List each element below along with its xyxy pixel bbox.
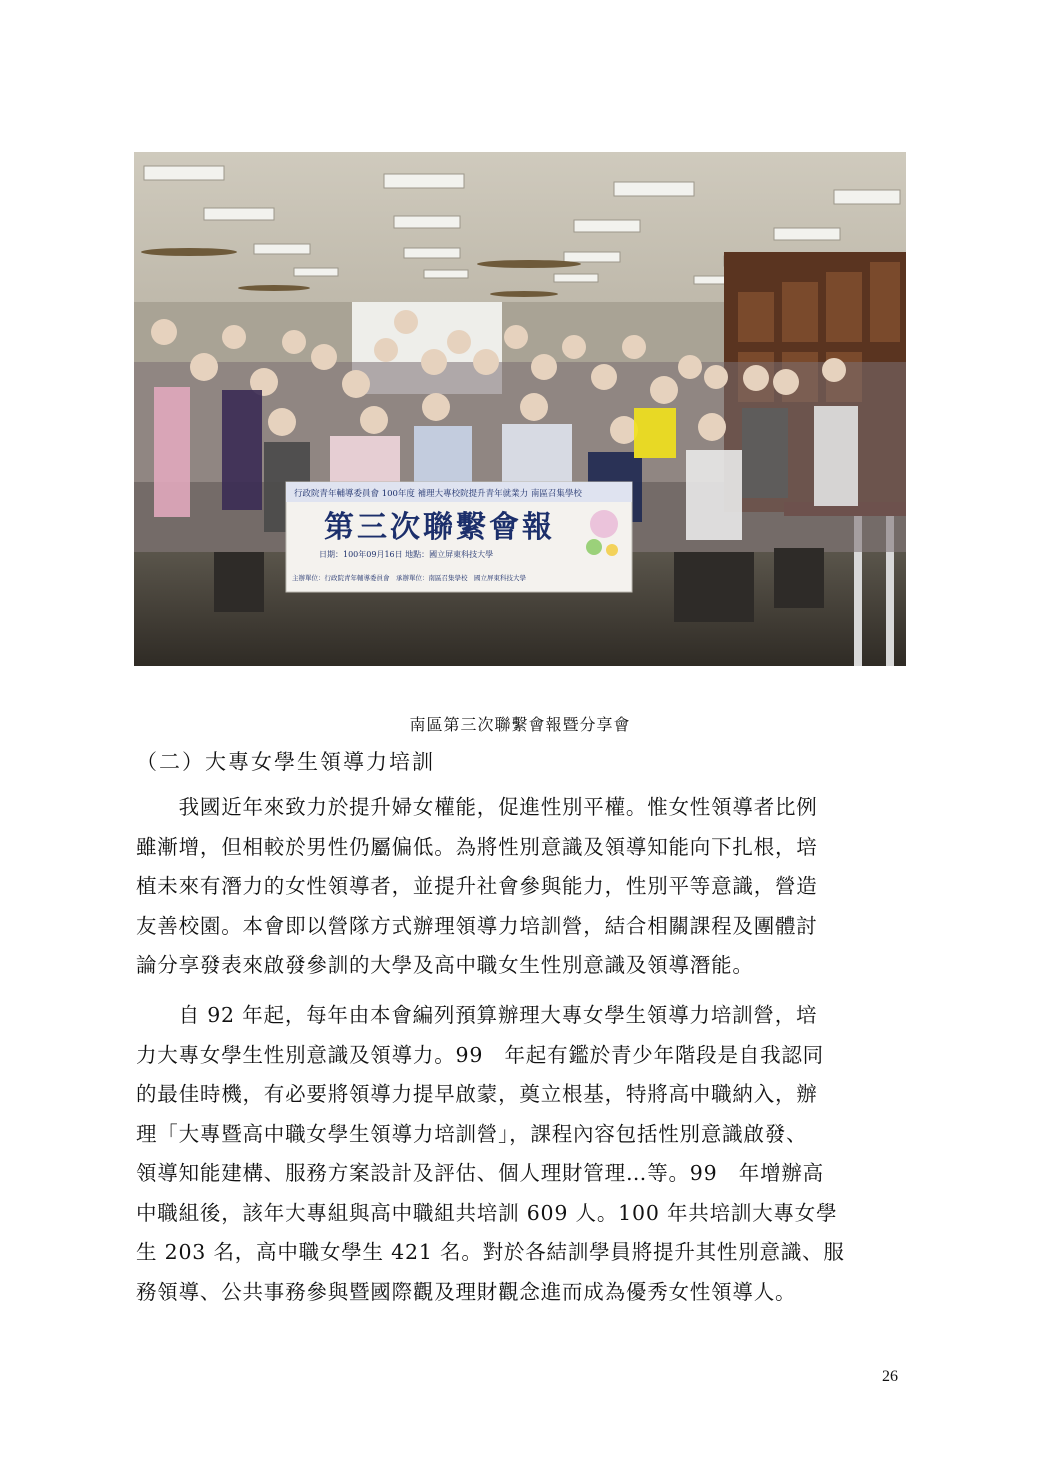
banner-sponsors: 主辦單位：行政院青年輔導委員會 承辦單位：南區召集學校 國立屏東科技大學	[292, 574, 526, 582]
paragraph-2	[136, 996, 908, 1312]
section-heading: （二）大專女學生領導力培訓	[136, 750, 435, 774]
paragraph-line: 植未來有潛力的女性領導者，並提升社會參與能力，性別平等意識，營造	[136, 874, 818, 898]
group-photo	[134, 152, 906, 666]
paragraph-line: 友善校園。本會即以營隊方式辦理領導力培訓營，結合相關課程及團體討	[136, 913, 818, 938]
paragraph-line: 自 92 年起，每年由本會編列預算辦理大專女學生領導力培訓營，培	[136, 1003, 818, 1027]
banner-date-place: 日期：100年09月16日 地點：國立屏東科技大學	[319, 550, 494, 559]
paragraph-line: 理「大專暨高中職女學生領導力培訓營」，課程內容包括性別意識啟發、	[136, 1121, 808, 1146]
paragraph-line: 中職組後，該年大專組與高中職組共培訓 609 人。100 年共培訓大專女學	[136, 1200, 838, 1225]
paragraph-line: 我國近年來致力於提升婦女權能，促進性別平權。惟女性領導者比例	[136, 795, 818, 819]
paragraph-1	[136, 788, 908, 986]
paragraph-line: 領導知能建構、服務方案設計及評估、個人理財管理…等。99 年增辦高	[136, 1161, 824, 1185]
banner-top-text: 行政院青年輔導委員會 100年度 補理大專校院提升青年就業力 南區召集學校	[294, 489, 582, 499]
photo-caption: 南區第三次聯繫會報暨分享會	[409, 715, 631, 734]
paragraph-line: 務領導、公共事務參與暨國際觀及理財觀念進而成為優秀女性領導人。	[136, 1279, 797, 1304]
banner-title: 第三次聯繫會報	[324, 510, 555, 545]
paragraph-line: 的最佳時機，有必要將領導力提早啟蒙，奠立根基，特將高中職納入，辦	[136, 1082, 818, 1106]
page-number: 26	[882, 1368, 898, 1385]
paragraph-line: 論分享發表來啟發參訓的大學及高中職女生性別意識及領導潛能。	[136, 953, 754, 977]
paragraph-line: 雖漸增，但相較於男性仍屬偏低。為將性別意識及領導知能向下扎根，培	[136, 834, 818, 859]
paragraph-line: 力大專女學生性別意識及領導力。99 年起有鑑於青少年階段是自我認同	[136, 1042, 824, 1067]
paragraph-line: 生 203 名，高中職女學生 421 名。對於各結訓學員將提升其性別意識、服	[136, 1240, 845, 1264]
